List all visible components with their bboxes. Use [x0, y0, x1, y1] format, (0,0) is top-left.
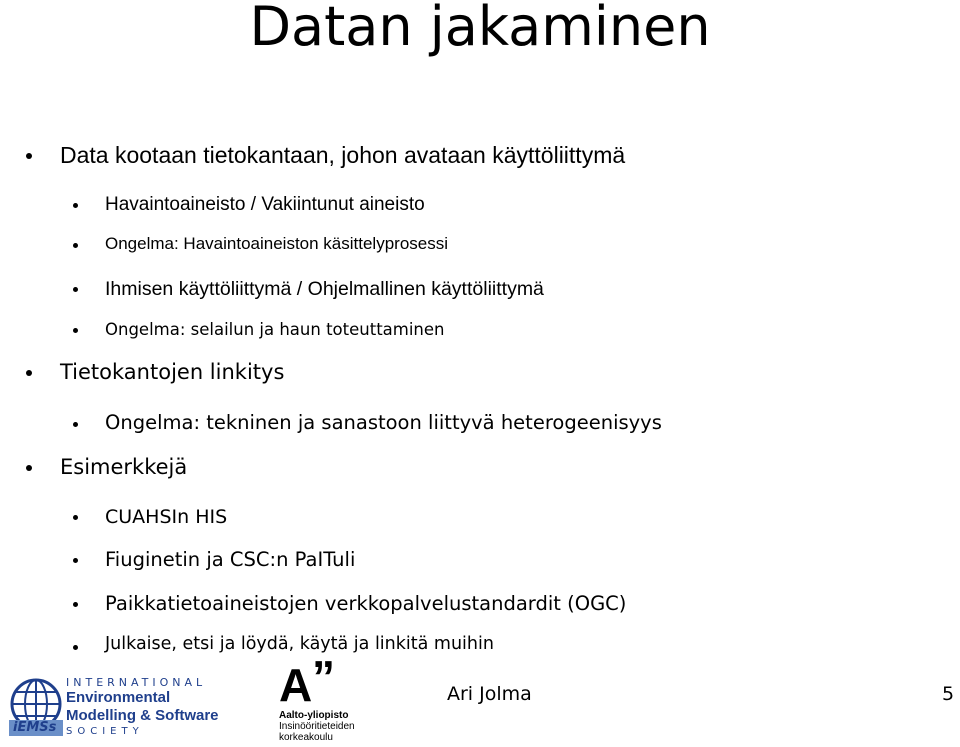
sub-bullet-text: Ongelma: selailun ja haun toteuttaminen: [105, 320, 445, 339]
page-number: 5: [942, 683, 955, 705]
sub-bullet-dot: [73, 515, 78, 520]
iemss-line2: Environmental: [66, 689, 171, 706]
aalto-quote: ”: [312, 651, 335, 703]
iemss-line4: SOCIETY: [66, 726, 144, 737]
bullet-dot: [26, 370, 32, 376]
sub-bullet-dot: [73, 422, 78, 427]
sub-bullet-text: Ihmisen käyttöliittymä / Ohjelmallinen käyttöliittymä: [105, 278, 544, 300]
aalto-line1: Aalto-yliopisto: [279, 710, 349, 721]
sub-bullet-text: Paikkatietoaineistojen verkkopalvelustandardit (OGC): [105, 592, 627, 615]
sub-bullet-text: CUAHSIn HIS: [105, 506, 228, 528]
sub-bullet-text: Fiuginetin ja CSC:n PaITuli: [105, 548, 356, 571]
aalto-line2: Insinööritieteiden: [279, 721, 355, 732]
bullet-text: Data kootaan tietokantaan, johon avataan käyttöliittymä: [60, 142, 626, 168]
iemss-line1: INTERNATIONAL: [66, 676, 207, 689]
bullet-dot: [26, 465, 32, 471]
sub-bullet-text: Ongelma: Havaintoaineiston käsittelyprosessi: [105, 234, 449, 253]
sub-bullet-text: Havaintoaineisto / Vakiintunut aineisto: [105, 194, 425, 215]
sub-bullet-dot: [73, 243, 78, 248]
sub-bullet-text: Ongelma: tekninen ja sanastoon liittyvä heterogeenisyys: [105, 411, 662, 434]
bullet-dot: [26, 153, 32, 159]
sub-bullet-dot: [73, 602, 78, 607]
sub-bullet-text: Julkaise, etsi ja löydä, käytä ja linkitä muihin: [105, 634, 494, 654]
aalto-mark: A: [279, 659, 313, 711]
bullet-text: Tietokantojen linkitys: [60, 360, 285, 384]
sub-bullet-dot: [73, 203, 78, 208]
aalto-line3: korkeakoulu: [279, 732, 333, 743]
aalto-logo: [279, 651, 389, 744]
page-title: Datan jakaminen: [249, 0, 711, 58]
footer-author: Ari Jolma: [447, 683, 532, 705]
iemss-logo: [6, 676, 236, 740]
iemss-line3: Modelling & Software: [66, 707, 219, 724]
sub-bullet-dot: [73, 645, 78, 650]
sub-bullet-dot: [73, 328, 78, 333]
iemss-badge: iEMSs: [13, 720, 57, 735]
sub-bullet-dot: [73, 287, 78, 292]
bullet-text: Esimerkkejä: [60, 455, 188, 479]
sub-bullet-dot: [73, 558, 78, 563]
